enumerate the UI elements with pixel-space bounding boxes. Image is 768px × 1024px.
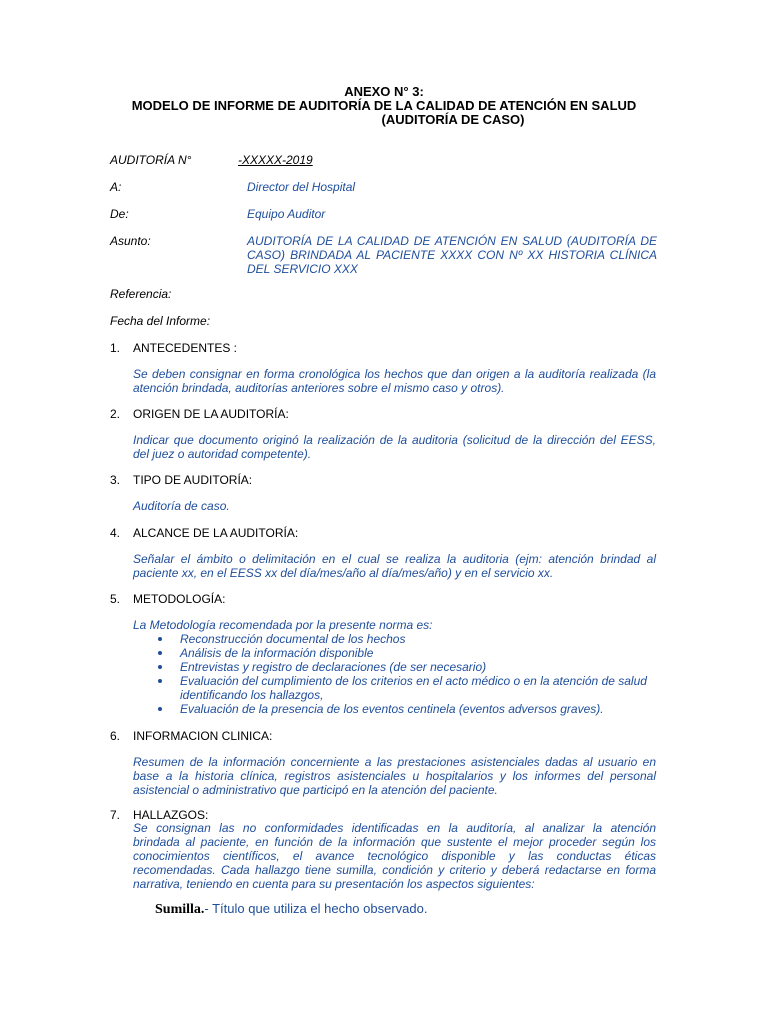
subject-value [247,234,657,276]
section-title-tipo: TIPO DE AUDITORÍA: [133,473,253,487]
body-line: Auditoría de caso. [133,499,230,513]
section-body-antecedentes [133,367,656,395]
body-line: asistencial o administrativo que participó en la atención del paciente. [133,783,498,797]
body-line: base a la historia clínica, registros asistenciales u hospitalarios y los informes del personal [133,769,656,783]
section-body-origen [133,433,656,461]
methodology-item: Entrevistas y registro de declaraciones (de ser necesario) [180,660,487,674]
section-body-hallazgos [133,821,656,891]
annex-title: ANEXO N° 3: [344,84,424,99]
methodology-item: Evaluación de la presencia de los eventos centinela (eventos adversos graves). [180,702,604,716]
section-body-informacion-clinica [133,755,656,797]
section-number: 7. [110,808,121,822]
body-line: brindada al paciente, en función de la información que sustente el mejor proceder según los [133,835,656,849]
methodology-intro: La Metodología recomendada por la presente norma es: [133,618,433,632]
report-model-title: MODELO DE INFORME DE AUDITORÍA DE LA CALIDAD DE ATENCIÓN EN SALUD [131,98,637,113]
subject-line: DEL SERVICIO XXX [247,262,358,276]
section-number: 5. [110,592,121,606]
auditoria-label: AUDITORÍA N° [110,153,192,167]
subject-line: AUDITORÍA DE LA CALIDAD DE ATENCIÓN EN SALUD (AUDITORÍA DE [247,234,657,248]
subject-label: Asunto: [110,234,151,248]
from-value: Equipo Auditor [247,207,326,221]
methodology-item: Análisis de la información disponible [180,646,374,660]
body-line: Señalar el ámbito o delimitación en el cual se realiza la auditoria (ejm: atención brindad al [133,552,656,566]
methodology-item: Reconstrucción documental de los hechos [180,632,406,646]
section-number: 2. [110,407,121,421]
body-line: recomendadas. Cada hallazgo tiene sumilla, condición y criterio y deberá redactarse en forma [133,863,656,877]
body-line: Resumen de la información concerniente a las prestaciones asistenciales dadas al usuario en [133,755,656,769]
sumilla-line [155,901,427,918]
bullet-dot [158,651,162,655]
to-value: Director del Hospital [247,180,356,194]
bullet-dot [158,707,162,711]
body-line: paciente xx, en el EESS xx del día/mes/año al día/mes/año) y en el servicio xx. [133,566,554,580]
body-line: narrativa, teniendo en cuenta para su presentación los aspectos siguientes: [133,877,535,891]
section-number: 1. [110,341,121,355]
body-line: Se consignan las no conformidades identificadas en la auditoría, al analizar la atención [133,821,656,835]
methodology-item: Evaluación del cumplimiento de los criterios en el acto médico o en la atención de salud [180,674,647,688]
section-body-tipo [133,499,656,513]
subject-line: CASO) BRINDADA AL PACIENTE XXXX CON Nº XX HISTORIA CLÍNICA [247,248,657,262]
section-number: 6. [110,729,121,743]
to-label: A: [110,180,122,194]
bullet-dot [158,679,162,683]
bullet-dot [158,637,162,641]
report-date-label: Fecha del Informe: [110,314,211,328]
body-line: Se deben consignar en forma cronológica los hechos que dan origen a la auditoría realizada (la [133,367,656,381]
reference-label: Referencia: [110,287,172,301]
section-body-alcance [133,552,656,580]
section-title-metodologia: METODOLOGÍA: [133,592,226,606]
sumilla-label: Sumilla. [155,902,205,917]
from-label: De: [110,207,129,221]
section-title-alcance: ALCANCE DE LA AUDITORÍA: [133,526,299,540]
bullet-dot [158,665,162,669]
section-number: 3. [110,473,121,487]
section-title-hallazgos: HALLAZGOS: [133,808,209,822]
methodology-item-continuation: identificando los hallazgos, [180,688,324,702]
body-line: del juez o autoridad competente). [133,447,312,461]
body-line: conocimientos científicos, el avance tecnológico disponible y las conductas éticas [133,849,656,863]
section-title-antecedentes: ANTECEDENTES : [133,341,238,355]
report-subtitle: (AUDITORÍA DE CASO) [381,112,525,127]
section-title-origen: ORIGEN DE LA AUDITORÍA: [133,407,289,421]
section-number: 4. [110,526,121,540]
auditoria-number: -XXXXX-2019 [238,153,313,167]
section-title-informacion-clinica: INFORMACION CLINICA: [133,729,273,743]
body-line: Indicar que documento originó la realización de la auditoria (solicitud de la dirección del EESS, [133,433,656,447]
sumilla-text: - Título que utiliza el hecho observado. [204,901,428,916]
body-line: atención brindada, auditorías anteriores sobre el mismo caso y otros). [133,381,505,395]
